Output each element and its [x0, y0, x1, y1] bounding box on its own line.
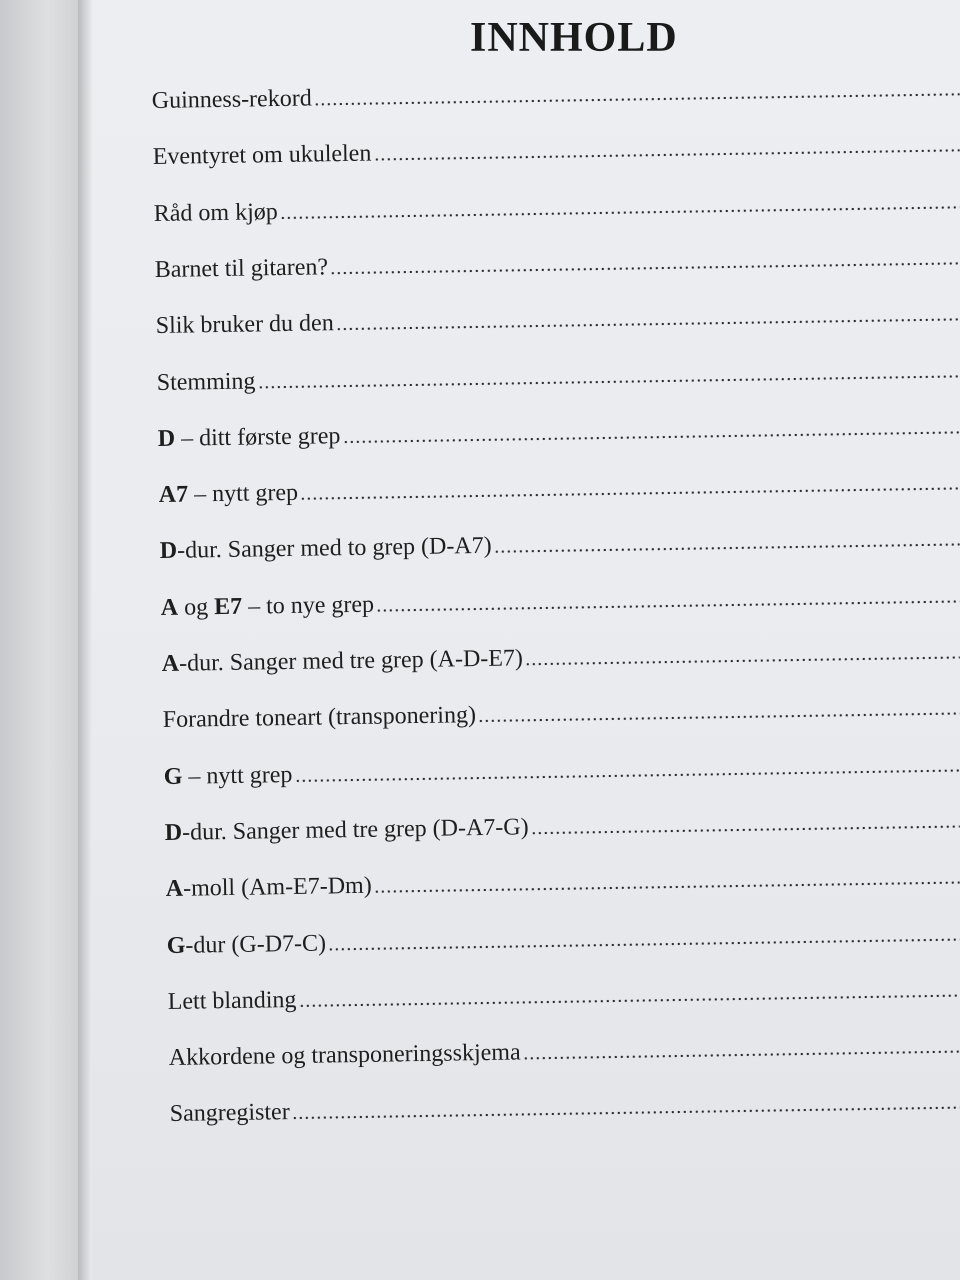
dot-leader — [494, 542, 960, 555]
toc-entry-label — [157, 366, 256, 398]
dot-leader — [330, 260, 960, 276]
dot-leader — [373, 148, 959, 163]
toc-entry-label — [164, 760, 293, 792]
dot-leader — [328, 936, 960, 952]
entry-text: og — [177, 593, 215, 621]
chord-name: D — [157, 425, 176, 452]
chord-name: A — [165, 875, 184, 903]
chord-name: D — [159, 538, 178, 565]
chord-name: A7 — [158, 481, 189, 509]
dot-leader — [280, 204, 960, 221]
toc-entry-label — [169, 1038, 521, 1074]
dot-leader — [292, 1105, 960, 1121]
entry-text: -dur. Sanger med to grep (D-A7) — [176, 533, 492, 565]
entry-text: – ditt første grep — [174, 422, 341, 452]
entry-text: Lett blanding — [167, 986, 297, 1015]
dot-leader — [478, 711, 960, 725]
toc-entry — [160, 576, 959, 623]
dot-leader — [525, 654, 960, 667]
toc-entry — [168, 1027, 959, 1073]
toc-entry — [152, 126, 959, 173]
chord-name: G — [166, 932, 186, 959]
entry-text: -dur. Sanger med tre grep (D-A7-G) — [181, 814, 529, 846]
toc-entry — [161, 632, 959, 679]
toc-entry — [163, 745, 959, 791]
toc-entry — [165, 858, 959, 904]
entry-text: Guinness-rekord — [151, 85, 312, 115]
toc-entry — [158, 464, 959, 511]
dot-leader — [342, 429, 959, 445]
toc-entry-label — [168, 985, 297, 1017]
dot-leader — [294, 767, 959, 783]
entry-text: -moll (Am-E7-Dm) — [182, 872, 372, 902]
toc-entry — [169, 1083, 959, 1129]
dot-leader — [314, 91, 960, 107]
entry-text: Forandre toneart (transponering) — [162, 702, 477, 734]
entry-text: -dur. Sanger med tre grep (A-D-E7) — [178, 645, 524, 677]
toc-entry — [164, 801, 959, 847]
dot-leader — [300, 486, 960, 502]
entry-text: – nytt grep — [182, 761, 293, 790]
toc-entry — [154, 238, 959, 285]
toc-entry-label — [154, 197, 278, 229]
entry-text: Barnet til gitaren? — [154, 254, 329, 283]
entry-text: -dur (G-D7-C) — [185, 930, 327, 959]
toc-entry — [162, 689, 959, 736]
toc-entry — [156, 351, 959, 398]
toc-entry-label — [166, 871, 372, 904]
toc-entry-label — [158, 421, 341, 454]
toc-entry-label — [156, 308, 334, 341]
toc-entry — [157, 407, 959, 454]
entry-text: Stemming — [156, 367, 256, 396]
entry-text: Råd om kjøp — [153, 198, 278, 227]
toc-entry — [151, 69, 959, 116]
chord-name: E7 — [213, 593, 243, 620]
dot-leader — [257, 373, 959, 390]
toc-entry-label — [153, 139, 372, 172]
toc-entry — [155, 295, 959, 342]
chord-name: D — [164, 819, 183, 846]
dot-leader — [298, 992, 959, 1008]
toc-entry-label — [159, 478, 299, 510]
entry-text: Eventyret om ukulelen — [152, 140, 372, 171]
entry-text: Akkordene og transponeringsskjema — [168, 1039, 521, 1072]
toc-entry-label — [163, 700, 477, 735]
toc-entry-label — [160, 531, 492, 566]
toc-entry-label — [162, 643, 524, 679]
dot-leader — [376, 598, 960, 613]
toc-entry-label — [161, 589, 375, 622]
dot-leader — [374, 880, 960, 895]
toc-entry-label — [165, 812, 529, 848]
toc-entry — [153, 182, 959, 229]
dot-leader — [336, 317, 960, 333]
toc-entry-label — [167, 928, 327, 960]
toc-entry — [167, 970, 959, 1016]
dot-leader — [531, 823, 960, 836]
entry-text: – nytt grep — [187, 479, 299, 508]
toc-entry-label — [170, 1098, 290, 1130]
chord-name: G — [163, 763, 183, 790]
toc-entry-label — [152, 83, 312, 116]
toc-entry — [166, 914, 959, 960]
entry-text: Sangregister — [169, 1099, 290, 1128]
chord-name: A — [161, 650, 180, 678]
entry-text: Slik bruker du den — [155, 310, 334, 340]
dot-leader — [523, 1049, 960, 1062]
page-title: INNHOLD — [470, 15, 678, 61]
chord-name: A — [160, 594, 179, 621]
toc-entry — [159, 520, 959, 567]
toc-entry-label — [155, 252, 329, 285]
entry-text: – to nye grep — [241, 591, 375, 620]
